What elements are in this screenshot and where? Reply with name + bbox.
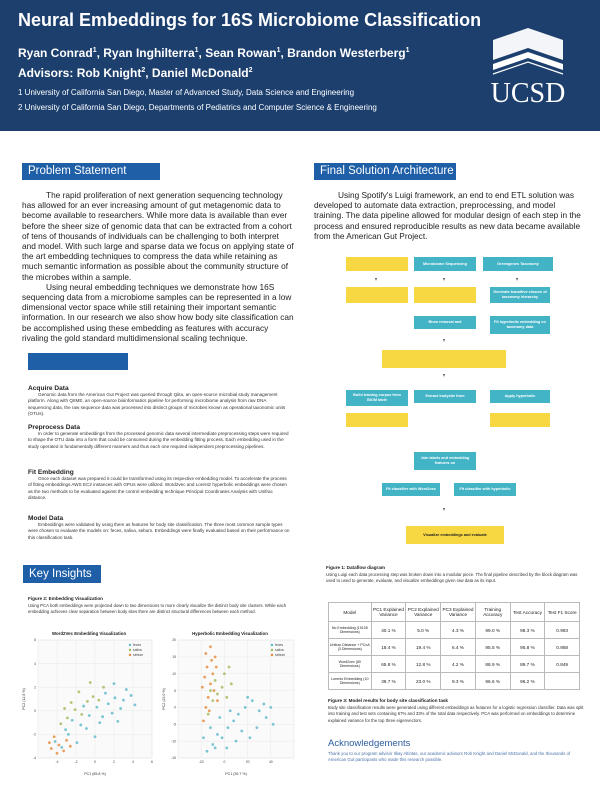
metric-cell: 9.3 % (441, 673, 476, 690)
results-column-header: Test Accuracy (510, 603, 545, 622)
figure-1-title: Figure 1: Dataflow diagram (326, 565, 385, 570)
author-name: Ryan Inghilterra (103, 46, 195, 60)
metric-cell: 4.3 % (441, 622, 476, 639)
metric-cell: 19.4 % (406, 639, 441, 656)
data-point-feces (251, 699, 254, 702)
acknowledgements-text: Thank you to our program advisor Ilkay Altintas, our academic advisors Rob Knight and Daniel McDonald, and the thousands of American Gut participants who made this research possible. (328, 751, 571, 763)
author-affiliation-number: 1 (194, 47, 199, 54)
figure-1-caption: Using Luigi each data processing step was broken down into a modular piece. The final pipeline described by the block diagram was used to used to generate, evaluate, and visualize embeddings given raw data as its input. (326, 572, 578, 584)
node-join-labels: Join labels and embedding features on (414, 452, 476, 470)
x-tick-label: 0 (94, 760, 96, 764)
chart-title: Hyperbolic Embedding Visualization (192, 631, 268, 636)
diagram-node-blank-2 (346, 287, 408, 303)
metric-cell: 65.8 % (371, 656, 406, 673)
data-point-sebum (215, 666, 218, 669)
chart-title: Word2Vec Embedding Visualization (51, 631, 127, 636)
data-point-feces (262, 703, 265, 706)
method-text: Genomic data from the American Gut Project was queried through Qiita, an open-source microbial study management platform. Along with QIIME, an open-source bioinformatics pipeline for performing microbiome analysis from raw DNA sequencing data, the raw sequence data was processed into distinct groups of microbes known as operational taxonomic units (OTUs). (28, 392, 286, 417)
x-tick-label: 4 (132, 760, 134, 764)
method-text: In order to generate embeddings from the processed genomic data several intermediate preprocessing steps were required to shape the OTU data into a form that could be consumed during the embedding fitting process. Each embedding used in the study operated in fundamentally different manners and thus each one required independent preprocessing pipelines. (28, 431, 289, 449)
legend-swatch (129, 649, 131, 651)
diagram-node-blank-4 (382, 350, 506, 368)
data-point-feces (249, 736, 252, 739)
data-point-feces (272, 723, 275, 726)
method-title: Acquire Data (28, 385, 69, 392)
data-point-feces (79, 724, 82, 727)
data-point-sebum (201, 686, 204, 689)
x-axis-label: PC1 (39.7 %) (225, 772, 247, 776)
y-tick-label: 15 (172, 655, 176, 660)
data-point-saliva (214, 679, 217, 682)
data-point-saliva (207, 713, 210, 716)
x-tick-label: 20 (245, 760, 250, 764)
data-point-sebum (58, 744, 61, 747)
x-tick-label: -4 (55, 760, 59, 764)
figure-3-caption: Body site classification results were generated using different embeddings as features for a logistic regression classifier. Data was split into training and test sets containing 67% and 33% of the total data respectively. PCA was performed on embeddings to determine explained variance for the top three eigenvectors. (328, 705, 584, 723)
data-point-feces (54, 740, 57, 743)
data-point-sebum (56, 752, 59, 755)
data-point-saliva (225, 696, 228, 699)
data-point-sebum (211, 672, 214, 675)
problem-paragraph-2: Using neural embedding techniques we demonstrate how 16S sequencing data from a microbiome samples can be represented in a low dimensional vector space while still retaining their important semantic information. In our research we also show how body site classification can be accomplished using these embedding as features with accuracy rivaling the gold standard multidimensional scaling technique. (22, 281, 294, 343)
data-point-feces (246, 696, 249, 699)
data-point-sebum (202, 720, 205, 723)
data-point-feces (60, 746, 63, 749)
figure-2-title: Figure 2: Embedding Visualization (28, 596, 103, 601)
data-point-saliva (228, 666, 231, 669)
data-point-feces (82, 705, 85, 708)
y-tick-label: 5 (174, 688, 176, 693)
method-acquire-data (28, 385, 290, 424)
metric-cell: 96.6 % (475, 673, 510, 690)
data-point-feces (237, 713, 240, 716)
data-point-saliva (89, 681, 92, 684)
author-name: Brandon Westerberg (287, 46, 406, 60)
y-tick-label: -10 (171, 739, 176, 744)
method-fit-embedding (28, 469, 290, 515)
legend-swatch (271, 654, 273, 656)
dataflow-diagram (326, 250, 582, 555)
node-build-training-corpus: Build training corpus from BIOM table (346, 390, 408, 406)
arrow-down-icon (516, 278, 518, 281)
data-point-feces (85, 727, 88, 730)
poster-title: Neural Embeddings for 16S Microbiome Classification (18, 10, 482, 30)
data-point-saliva (80, 713, 83, 716)
data-point-saliva (70, 701, 73, 704)
key-insights-heading: Key Insights (23, 565, 101, 583)
data-point-saliva (209, 689, 212, 692)
data-point-feces (229, 709, 232, 712)
data-point-sebum (50, 747, 53, 750)
legend-label: sebum (133, 653, 144, 657)
author-affiliation-number: 1 (405, 47, 410, 54)
arrow-down-icon (443, 374, 445, 377)
legend-swatch (271, 644, 273, 646)
table-row (329, 639, 580, 656)
data-point-feces (206, 750, 209, 753)
data-point-feces (235, 740, 238, 743)
data-point-saliva (221, 686, 224, 689)
word2vec-scatter-chart (20, 628, 158, 778)
data-point-feces (240, 730, 243, 733)
results-column-header: PC2 Explained Variance (406, 603, 441, 622)
data-point-sebum (62, 750, 65, 753)
y-tick-label: 4 (34, 661, 36, 666)
arrow-down-icon (443, 278, 445, 281)
figure-3-title: Figure 3: Model results for body site classification task (328, 698, 448, 703)
author-list: Ryan Conrad$^1$, Ryan Inghilterra$^1$, Sean Rowan$^1$, Brandon Westerberg$^1$ (18, 46, 410, 60)
data-point-saliva (211, 699, 214, 702)
data-point-feces (258, 709, 261, 712)
metric-cell (545, 673, 580, 690)
data-point-sebum (209, 682, 212, 685)
y-axis-label: PC2 (23.0 %) (162, 688, 166, 710)
legend-label: saliva (133, 648, 142, 652)
data-point-feces (119, 707, 122, 710)
data-point-feces (113, 682, 116, 685)
node-extract-bodysite: Extract bodysite from (414, 390, 476, 403)
methods-section (28, 385, 290, 555)
method-title: Model Data (28, 515, 64, 522)
metric-cell: 4.2 % (441, 656, 476, 673)
legend-label: sebum (275, 653, 286, 657)
metric-cell: 96.2 % (510, 673, 545, 690)
poster-header (0, 0, 600, 131)
trident-logo-icon (473, 26, 583, 110)
legend-label: saliva (275, 648, 284, 652)
data-point-feces (64, 728, 67, 731)
node-visualize-evaluate: Visualize embeddings and evaluate (406, 526, 504, 544)
method-title: Fit Embedding (28, 469, 74, 476)
data-point-feces (88, 714, 91, 717)
y-tick-label: -2 (32, 732, 36, 737)
data-point-feces (111, 712, 114, 715)
metric-cell: 39.7 % (371, 673, 406, 690)
data-point-sebum (213, 689, 216, 692)
y-tick-label: -4 (32, 756, 36, 761)
results-column-header: Test F1 Score (545, 603, 580, 622)
table-row (329, 622, 580, 639)
data-point-sebum (65, 739, 68, 742)
data-point-sebum (204, 652, 207, 655)
metric-cell: 23.0 % (406, 673, 441, 690)
results-table-body (329, 622, 580, 690)
data-point-saliva (102, 686, 105, 689)
affiliation-2: 2 University of California San Diego, Departments of Pediatrics and Computer Science & Engineering (18, 103, 377, 112)
data-point-saliva (86, 700, 89, 703)
metric-cell: 18.4 % (371, 639, 406, 656)
legend-swatch (129, 654, 131, 656)
logo-text: UCSD (490, 78, 566, 109)
hyperbolic-scatter-chart (160, 628, 300, 778)
data-point-saliva (223, 672, 226, 675)
data-point-feces (221, 736, 224, 739)
data-point-sebum (206, 666, 209, 669)
author-affiliation-number: 1 (276, 47, 281, 54)
metric-cell: 0.958 (545, 639, 580, 656)
data-point-feces (211, 743, 214, 746)
data-point-saliva (230, 682, 233, 685)
method-preprocess-data (28, 424, 290, 469)
results-column-header: PC1 Explained Variance (371, 603, 406, 622)
model-name-cell: Lorentz Embedding (10 Dimensions) (329, 673, 372, 690)
node-apply-hyperbolic: Apply hyperbolic (490, 390, 550, 403)
diagram-node-blank-3 (414, 287, 476, 303)
x-tick-label: 2 (113, 760, 115, 764)
data-point-sebum (209, 645, 212, 648)
data-point-sebum (48, 741, 51, 744)
data-point-feces (122, 699, 125, 702)
data-point-feces (116, 720, 119, 723)
node-greengenes-taxonomy: Greengenes Taxonomy (483, 257, 553, 271)
data-point-feces (265, 716, 268, 719)
results-table-header (329, 603, 580, 622)
data-point-feces (218, 716, 221, 719)
method-model-data (28, 515, 290, 555)
y-tick-label: 0 (174, 705, 176, 710)
model-name-cell: Word2vec (80 Dimensions) (329, 656, 372, 673)
problem-paragraph-1: The rapid proliferation of next generation sequencing technology has allowed for an ever increasing amount of gut metagenomic data to become available to researchers. While more data is available than ever before the sheer size of genomic data that can be extracted from a cohort of tens of thousands of individuals can be challenging to both interpret and model. With such large and sparse data we focus on applying state of the art embedding techniques to compress the data while retaining as much semantic information as possible about the community structure of the microbes within a sample. (22, 190, 294, 282)
data-point-feces (232, 720, 235, 723)
architecture-heading: Final Solution Architecture (314, 163, 456, 180)
x-tick-label: 0 (223, 760, 226, 764)
results-column-header: PC3 Explained Variance (441, 603, 476, 622)
data-point-saliva (97, 699, 100, 702)
data-point-sebum (210, 659, 213, 662)
data-point-feces (214, 746, 217, 749)
node-fit-classifier-hyperbolic: Fit classifier with hyperbolic (454, 483, 516, 496)
y-tick-label: 2 (34, 685, 36, 690)
author-name: Ryan Conrad (18, 46, 93, 60)
data-point-sebum (203, 676, 206, 679)
data-point-feces (226, 726, 229, 729)
arrow-down-icon (443, 508, 445, 511)
data-point-saliva (74, 708, 77, 711)
y-axis-label: PC2 (12.8 %) (22, 688, 26, 710)
data-point-feces (134, 704, 137, 707)
data-point-feces (244, 706, 247, 709)
arrow-down-icon (443, 339, 445, 342)
metric-cell: 89.7 % (510, 656, 545, 673)
legend-swatch (271, 649, 273, 651)
data-point-feces (67, 733, 70, 736)
legend-swatch (129, 644, 131, 646)
legend-label: feces (133, 643, 142, 647)
acknowledgements-heading: Acknowledgements (328, 738, 411, 749)
data-point-feces (76, 741, 79, 744)
advisor-names: Rob Knight$^2$, Daniel McDonald$^2$ (76, 66, 253, 80)
data-point-feces (125, 688, 128, 691)
advisor-name: Rob Knight (76, 66, 142, 80)
node-fit-classifier-word2vec: Fit classifier with Word2vec (382, 483, 440, 496)
table-row (329, 673, 580, 690)
metric-cell: 6.4 % (441, 639, 476, 656)
metric-cell: 99.0 % (475, 622, 510, 639)
data-point-sebum (53, 735, 56, 738)
results-table (328, 602, 580, 690)
x-axis-label: PC1 (65.8 %) (84, 772, 106, 776)
metric-cell: 95.8 % (510, 639, 545, 656)
data-point-feces (101, 715, 104, 718)
data-point-saliva (216, 693, 219, 696)
data-point-feces (216, 733, 219, 736)
methods-heading (28, 353, 128, 370)
data-point-sebum (69, 745, 72, 748)
y-tick-label: 10 (172, 671, 176, 676)
diagram-node-blank-1 (346, 257, 408, 271)
data-point-feces (98, 721, 101, 724)
advisor-affiliation-number: 2 (141, 67, 146, 74)
architecture-paragraph: Using Spotify's Luigi framework, an end to end ETL solution was developed to automate data extraction, preprocessing, and model training. The data pipeline allowed for modular design of each step in the process and ensured reproducible results as new data became available from the American Gut Project. (314, 190, 581, 241)
data-point-feces (269, 706, 272, 709)
x-tick-label: -20 (198, 760, 204, 764)
data-point-feces (255, 726, 258, 729)
data-point-saliva (77, 691, 80, 694)
data-point-feces (96, 706, 99, 709)
table-row (329, 656, 580, 673)
data-point-feces (225, 746, 228, 749)
author-affiliation-number: 1 (92, 47, 97, 54)
y-tick-label: 20 (172, 638, 176, 643)
advisor-list (18, 66, 253, 80)
x-tick-label: 6 (151, 760, 153, 764)
problem-statement-body (22, 190, 294, 343)
y-tick-label: -15 (171, 756, 176, 761)
data-point-saliva (59, 722, 62, 725)
metric-cell: 0.983 (545, 622, 580, 639)
advisor-name: Daniel McDonald (151, 66, 249, 80)
data-point-sebum (204, 706, 207, 709)
x-tick-label: 40 (268, 760, 273, 764)
figure-2-caption: Using PCA both embeddings were projected down to two dimensions to more clearly visualize the distinct body site clusters. While each embedding achieves clear separation between body sites there are distinct structural differences between each method. (28, 603, 287, 615)
model-name-cell: No Embedding (19105 Dimensions) (329, 622, 372, 639)
node-microbiome-sequencing: Microbiome Sequencing (414, 257, 476, 271)
data-point-feces (71, 719, 74, 722)
diagram-node-blank-5 (346, 413, 408, 427)
y-tick-label: 0 (34, 709, 36, 713)
arrow-down-icon (375, 278, 377, 281)
data-point-feces (130, 694, 133, 697)
metric-cell: 0.849 (545, 656, 580, 673)
metric-cell: 98.3 % (510, 622, 545, 639)
model-name-cell: Unifrac Distance + PCoA (3 Dimensions) (329, 639, 372, 656)
data-point-sebum (207, 696, 210, 699)
data-point-feces (104, 692, 107, 695)
metric-cell: 12.8 % (406, 656, 441, 673)
problem-statement-heading: Problem Statement (22, 163, 160, 180)
node-fit-hyperbolic-embedding: Fit hyperbolic embedding on taxonomy data (490, 316, 550, 334)
ucsd-logo (473, 26, 583, 110)
data-point-sebum (216, 699, 219, 702)
method-text: Once each dataset was prepared it could be transformed using its respective embedding model. To accelerate the process of fitting embeddings AWS EC2 instances with GPUs were utilized. Word2vec and Lorentz hyperbolic embeddings were chosen as the two methods to be evaluated against the control embedding technique Principal Coordinates Analysis with Unifrac distance. (28, 476, 287, 501)
data-point-feces (94, 735, 97, 738)
data-point-feces (114, 696, 117, 699)
data-point-feces (209, 726, 212, 729)
metric-cell: 5.0 % (406, 622, 441, 639)
metric-cell: 95.5 % (475, 639, 510, 656)
legend-label: feces (275, 643, 284, 647)
method-text: Embeddings were validated by using them as features for body site classification. The three most common sample types were chosen to evaluate the models on: feces, saliva, sebum. Embeddings were finally evaluated based on their performance on this classification task. (28, 522, 290, 540)
data-point-saliva (66, 716, 69, 719)
node-generate-transitive-closure: Generate transitive closure of taxonomy hierarchy (490, 287, 550, 303)
data-point-sebum (208, 709, 211, 712)
results-column-header: Model (329, 603, 372, 622)
data-point-feces (107, 702, 110, 705)
author-name: Sean Rowan (205, 46, 277, 60)
metric-cell: 40.1 % (371, 622, 406, 639)
data-point-saliva (63, 707, 66, 710)
y-tick-label: 6 (34, 638, 36, 643)
advisor-affiliation-number: 2 (248, 67, 253, 74)
advisors-label: Advisors: (18, 66, 77, 80)
data-point-sebum (214, 655, 217, 658)
y-tick-label: -5 (172, 722, 176, 727)
results-column-header: Training Accuracy (475, 603, 510, 622)
node-biom-removal: Biom removal and (414, 316, 476, 329)
results-table-wrapper (328, 602, 580, 690)
diagram-node-blank-6 (490, 413, 550, 427)
affiliation-1: 1 University of California San Diego, Master of Advanced Study, Data Science and Engineering (18, 88, 355, 97)
data-point-saliva (92, 695, 95, 698)
metric-cell: 88.9 % (475, 656, 510, 673)
method-title: Preprocess Data (28, 424, 81, 431)
data-point-feces (202, 736, 205, 739)
x-tick-label: -2 (74, 760, 78, 764)
